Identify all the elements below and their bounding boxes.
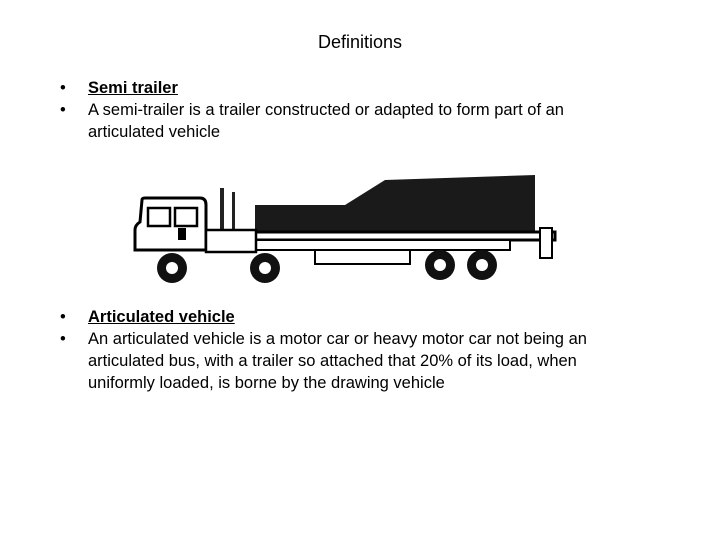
bullet-body bbox=[60, 328, 620, 394]
trailer-deck bbox=[215, 232, 555, 240]
section-semi-trailer bbox=[60, 77, 620, 143]
bullet-glyph: • bbox=[60, 101, 66, 119]
section-articulated-vehicle bbox=[60, 306, 620, 394]
trailer-wheel bbox=[467, 250, 497, 280]
drive-wheel bbox=[250, 253, 280, 283]
trailer-tail bbox=[540, 228, 552, 258]
section-heading: Semi trailer bbox=[88, 79, 178, 97]
bullet-glyph: • bbox=[60, 330, 66, 348]
cab-window bbox=[148, 208, 170, 226]
trailer-frame bbox=[250, 240, 510, 250]
bullet-glyph: • bbox=[60, 79, 66, 97]
cab-window bbox=[175, 208, 197, 226]
bullet-heading bbox=[60, 306, 620, 328]
page-title: Definitions bbox=[317, 32, 403, 52]
trailer-skirt bbox=[315, 250, 410, 264]
semi-trailer-truck-icon bbox=[120, 170, 560, 300]
trailer-load bbox=[255, 175, 535, 232]
cab-door-handle bbox=[178, 228, 186, 240]
trailer-wheel bbox=[425, 250, 455, 280]
truck-illustration bbox=[120, 170, 560, 295]
bullet-body bbox=[60, 99, 620, 143]
truck-chassis bbox=[206, 230, 256, 252]
section-body: A semi-trailer is a trailer constructed or adapted to form part of an articulated vehicle bbox=[88, 101, 564, 141]
bullet-glyph: • bbox=[60, 308, 66, 326]
bullet-heading bbox=[60, 77, 620, 99]
section-body: An articulated vehicle is a motor car or heavy motor car not being an articulated bus, with a trailer so attached that 20% of its load, when uniformly loaded, is borne by the drawing vehicle bbox=[88, 330, 587, 392]
front-wheel bbox=[157, 253, 187, 283]
section-heading: Articulated vehicle bbox=[88, 308, 235, 326]
